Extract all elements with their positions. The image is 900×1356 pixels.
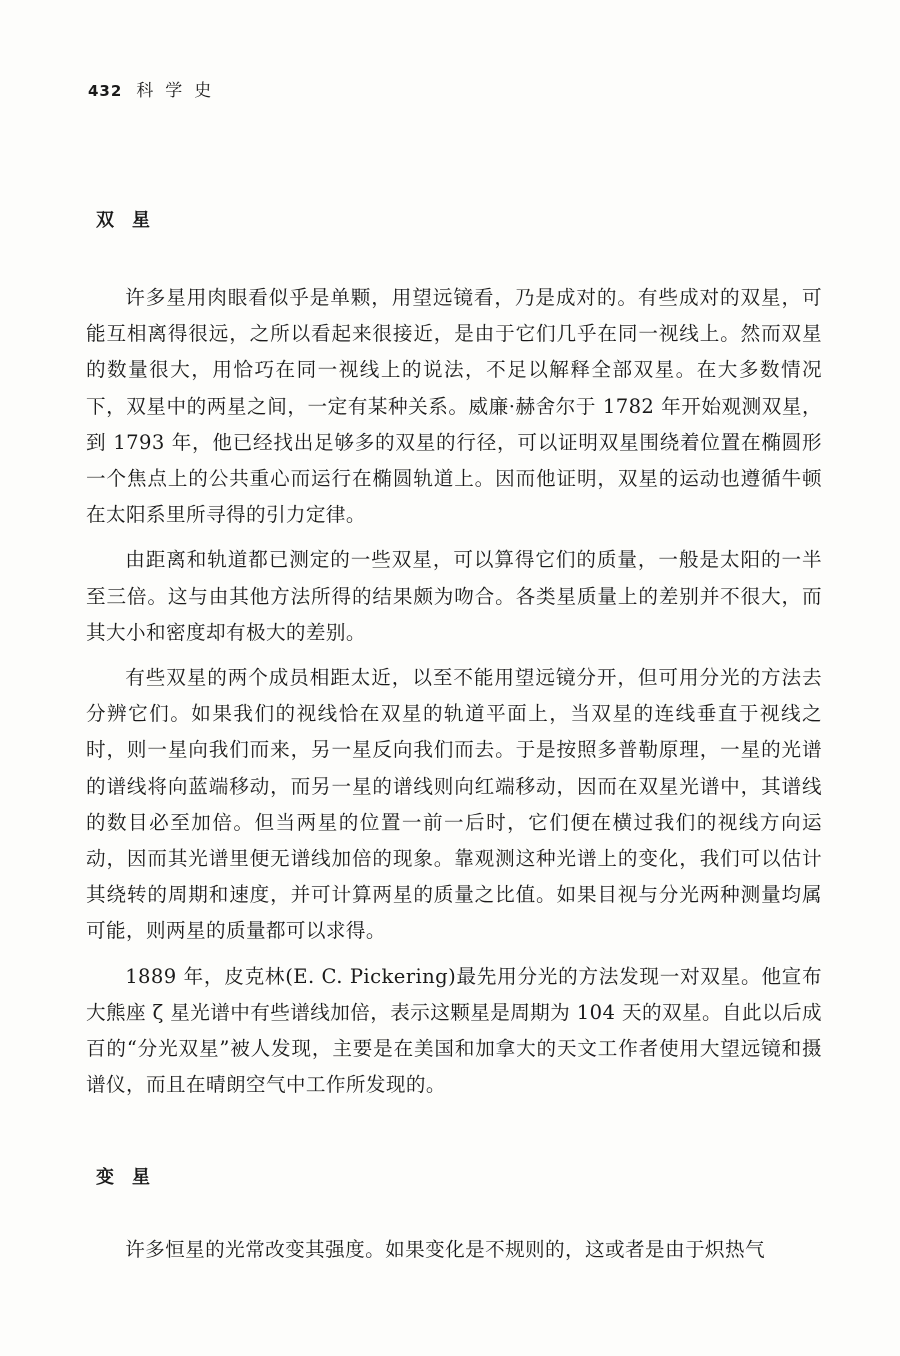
book-title: 科学史 [136,81,224,101]
section-heading-binary-stars: 双星 [96,210,168,231]
section-body-binary-stars [86,280,822,1112]
paragraph: 由距离和轨道都已测定的一些双星，可以算得它们的质量，一般是太阳的一半至三倍。这与由其他方法所得的结果颇为吻合。各类星质量上的差别并不很大，而其大小和密度却有极大的差别。 [86,548,822,644]
paragraph: 许多星用肉眼看似乎是单颗，用望远镜看，乃是成对的。有些成对的双星，可能互相离得很远，之所以看起来很接近，是由于它们几乎在同一视线上。然而双星的数量很大，用恰巧在同一视线上的说法，不足以解释全部双星。在大多数情况下，双星中的两星之间，一定有某种关系。威廉·赫舍尔于 1782 年开始观测双星，到 1793 年，他已经找出足够多的双星的行径，可以证明双星围绕着位置在椭圆形一个焦点上的公共重心而运行在椭圆轨道上。因而他证明，双星的运动也遵循牛顿在太阳系里所寻得的引力定律。 [86,286,822,527]
running-head [88,76,223,101]
section-body-variable-stars [86,1232,822,1277]
paragraph: 有些双星的两个成员相距太近，以至不能用望远镜分开，但可用分光的方法去分辨它们。如果我们的视线恰在双星的轨道平面上，当双星的连线垂直于视线之时，则一星向我们而来，另一星反向我们而去。于是按照多普勒原理，一星的光谱的谱线将向蓝端移动，而另一星的谱线则向红端移动，因而在双星光谱中，其谱线的数目必至加倍。但当两星的位置一前一后时，它们便在横过我们的视线方向运动，因而其光谱里便无谱线加倍的现象。靠观测这种光谱上的变化，我们可以估计其绕转的周期和速度，并可计算两星的质量之比值。如果目视与分光两种测量均属可能，则两星的质量都可以求得。 [86,666,822,943]
paragraph: 许多恒星的光常改变其强度。如果变化是不规则的，这或者是由于炽热气 [125,1238,765,1261]
paragraph: 1889 年，皮克林(E. C. Pickering)最先用分光的方法发现一对双星。他宣布大熊座 ζ 星光谱中有些谱线加倍，表示这颗星是周期为 104 天的双星。自此以后成百的“分光双星”被人发现，主要是在美国和加拿大的天文工作者使用大望远镜和摄谱仪，而且在晴朗空气中工作所发现的。 [86,964,822,1097]
section-heading-variable-stars: 变星 [96,1167,168,1188]
page-number: 432 [88,82,123,100]
